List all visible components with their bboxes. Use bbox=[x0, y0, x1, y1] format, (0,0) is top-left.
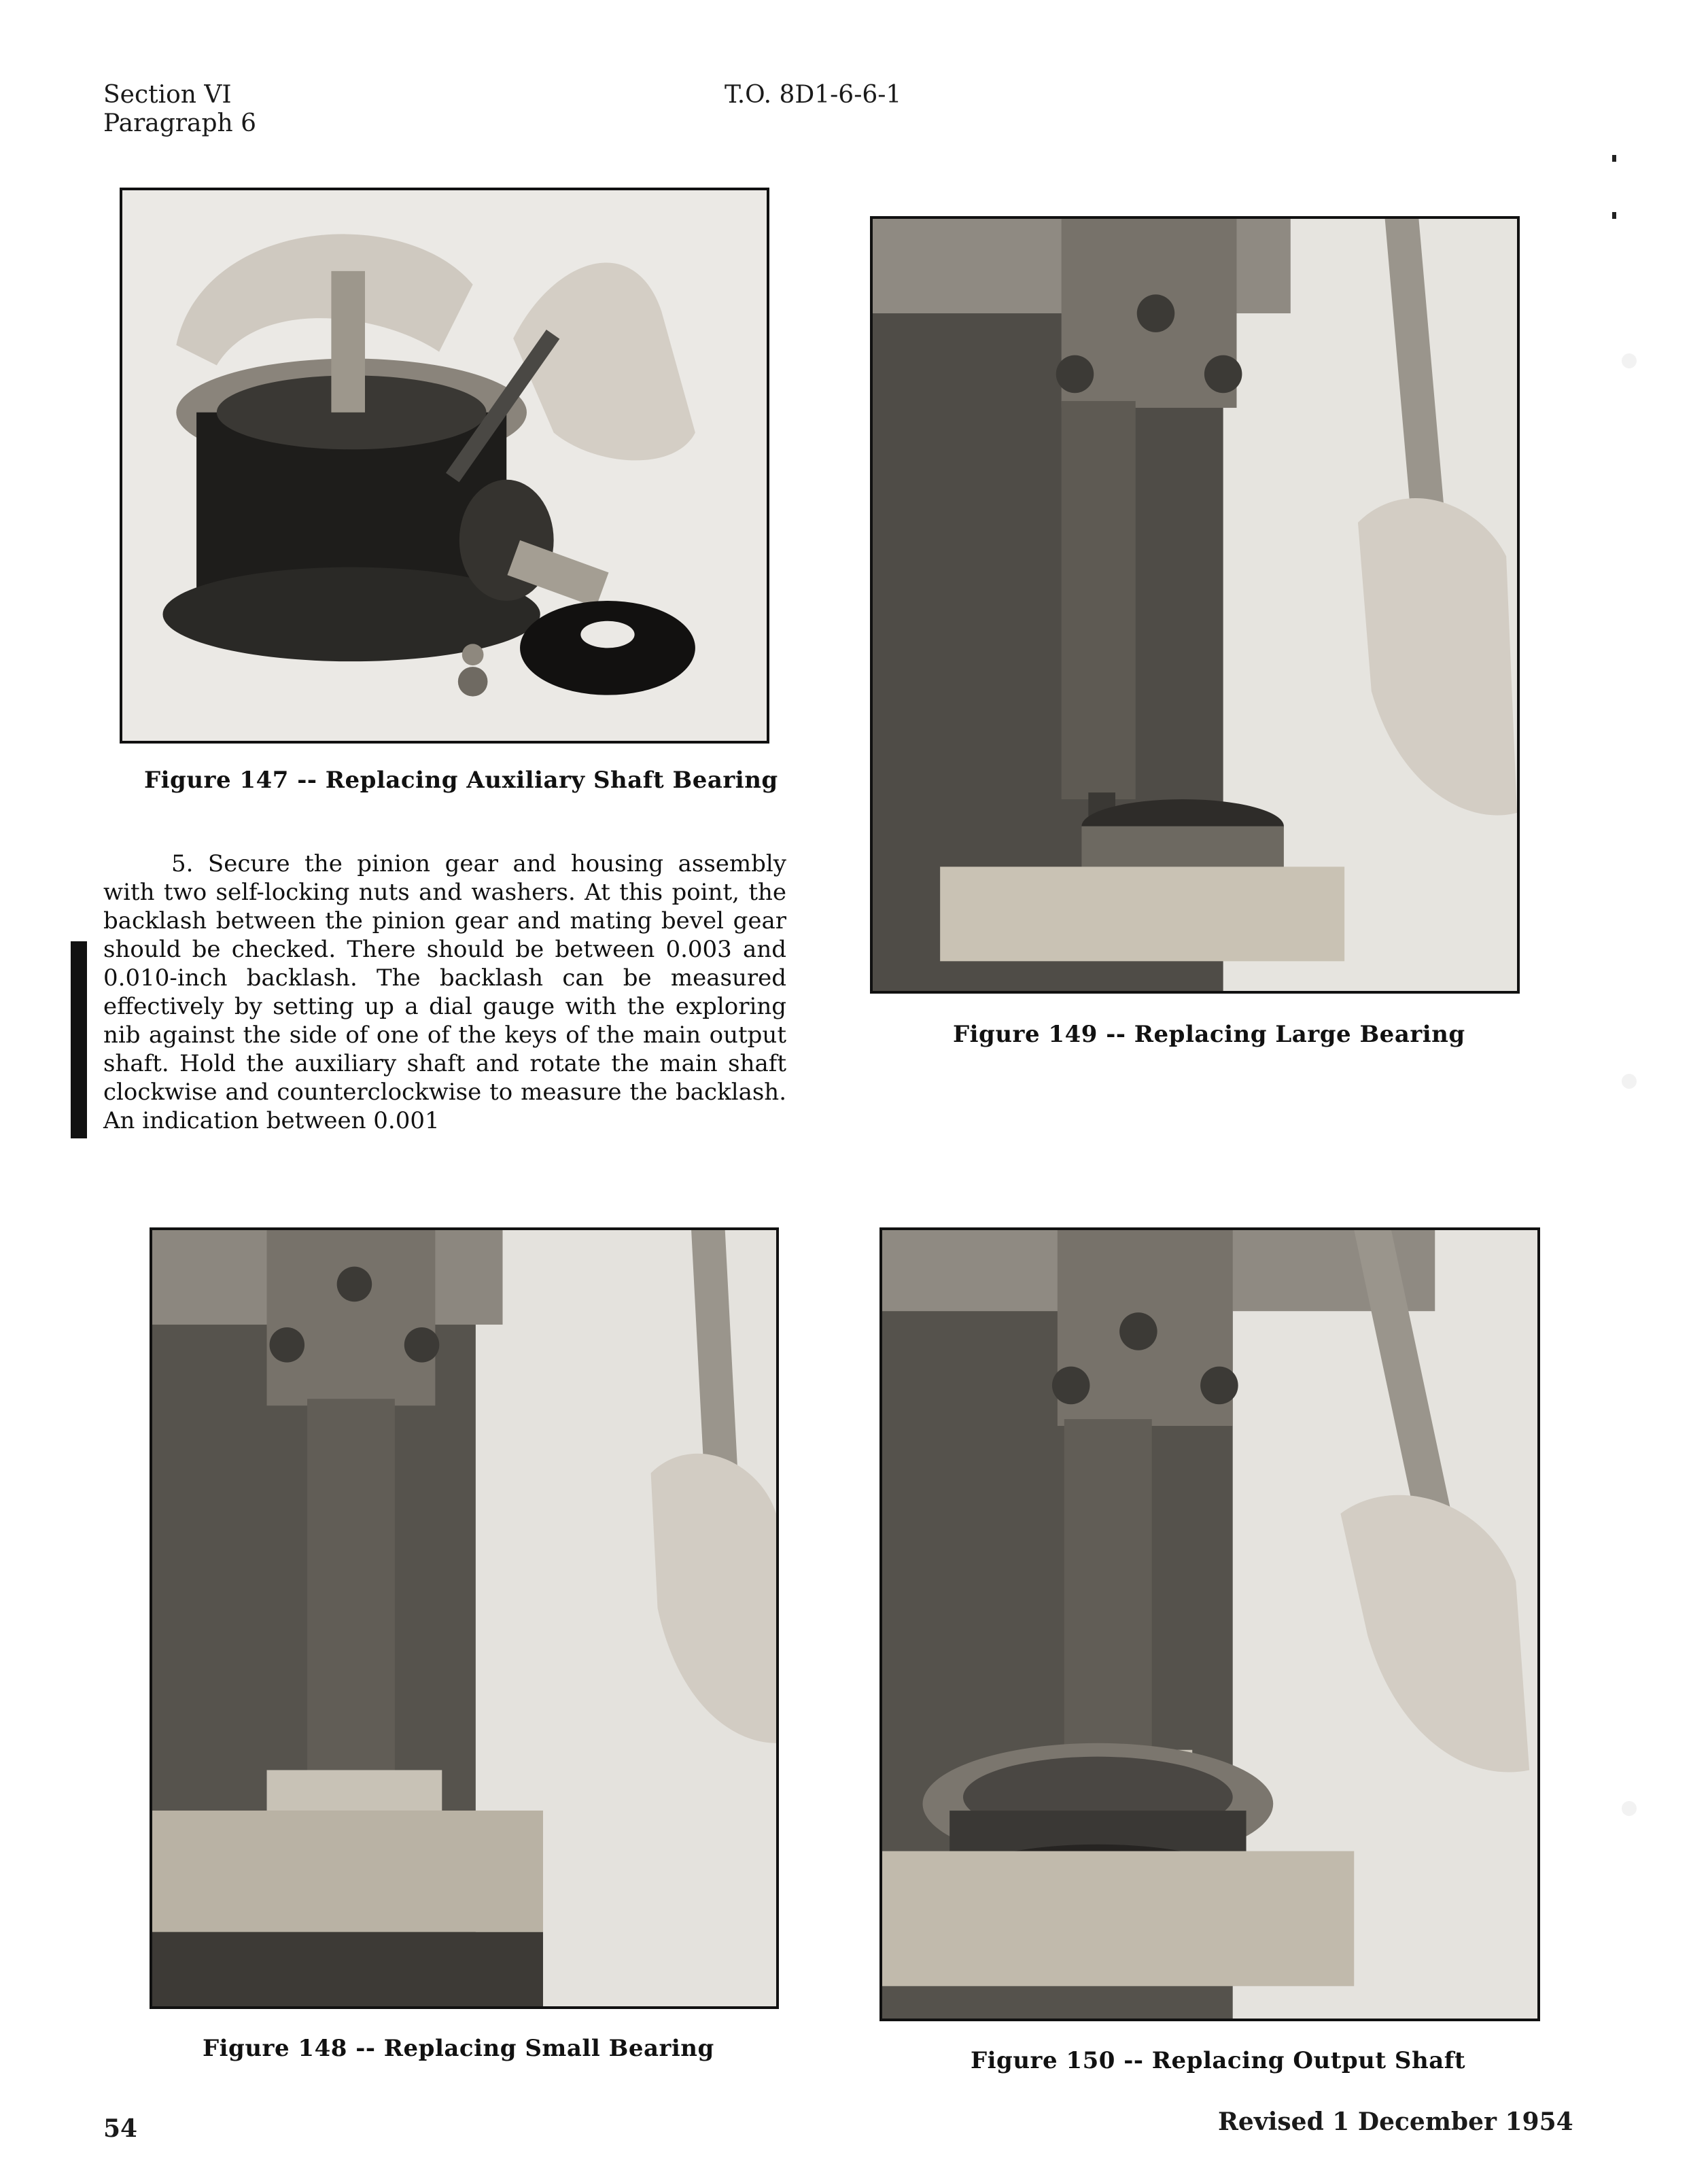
change-bar bbox=[71, 941, 87, 1138]
step-5-paragraph: 5. Secure the pinion gear and housing assembly with two self-locking nuts and washers. At this point, the backlash between the pinion gear and mating bevel gear should be checked. There should be between 0.003 and 0.010-inch backlash. The backlash can be measured effectively by setting up a dial gauge with the exploring nib against the side of one of the keys of the main output shaft. Hold the auxiliary shaft and rotate the main shaft clockwise and counterclockwise to measure the backlash. An indication between 0.001 bbox=[103, 850, 786, 1134]
figure-150-photo bbox=[879, 1227, 1540, 2021]
figure-148-caption: Figure 148 -- Replacing Small Bearing bbox=[203, 2035, 714, 2062]
page-number: 54 bbox=[103, 2114, 138, 2143]
figure-148-photo bbox=[150, 1227, 779, 2009]
figure-147-caption: Figure 147 -- Replacing Auxiliary Shaft Bearing bbox=[144, 767, 778, 794]
technical-order-number: T.O. 8D1-6-6-1 bbox=[725, 81, 902, 109]
figure-150-caption: Figure 150 -- Replacing Output Shaft bbox=[971, 2047, 1466, 2074]
margin-mark bbox=[1612, 155, 1616, 162]
section-label: Section VI bbox=[103, 81, 232, 109]
revision-date: Revised 1 December 1954 bbox=[1218, 2108, 1573, 2136]
punch-hole bbox=[1622, 1074, 1637, 1089]
figure-149-photo bbox=[870, 216, 1520, 994]
figure-147-photo bbox=[120, 188, 769, 744]
paragraph-label: Paragraph 6 bbox=[103, 109, 257, 137]
figure-149-caption: Figure 149 -- Replacing Large Bearing bbox=[953, 1021, 1465, 1048]
punch-hole bbox=[1622, 353, 1637, 368]
punch-hole bbox=[1622, 1801, 1637, 1816]
step-5-text bbox=[103, 850, 786, 1135]
margin-mark bbox=[1612, 212, 1616, 219]
